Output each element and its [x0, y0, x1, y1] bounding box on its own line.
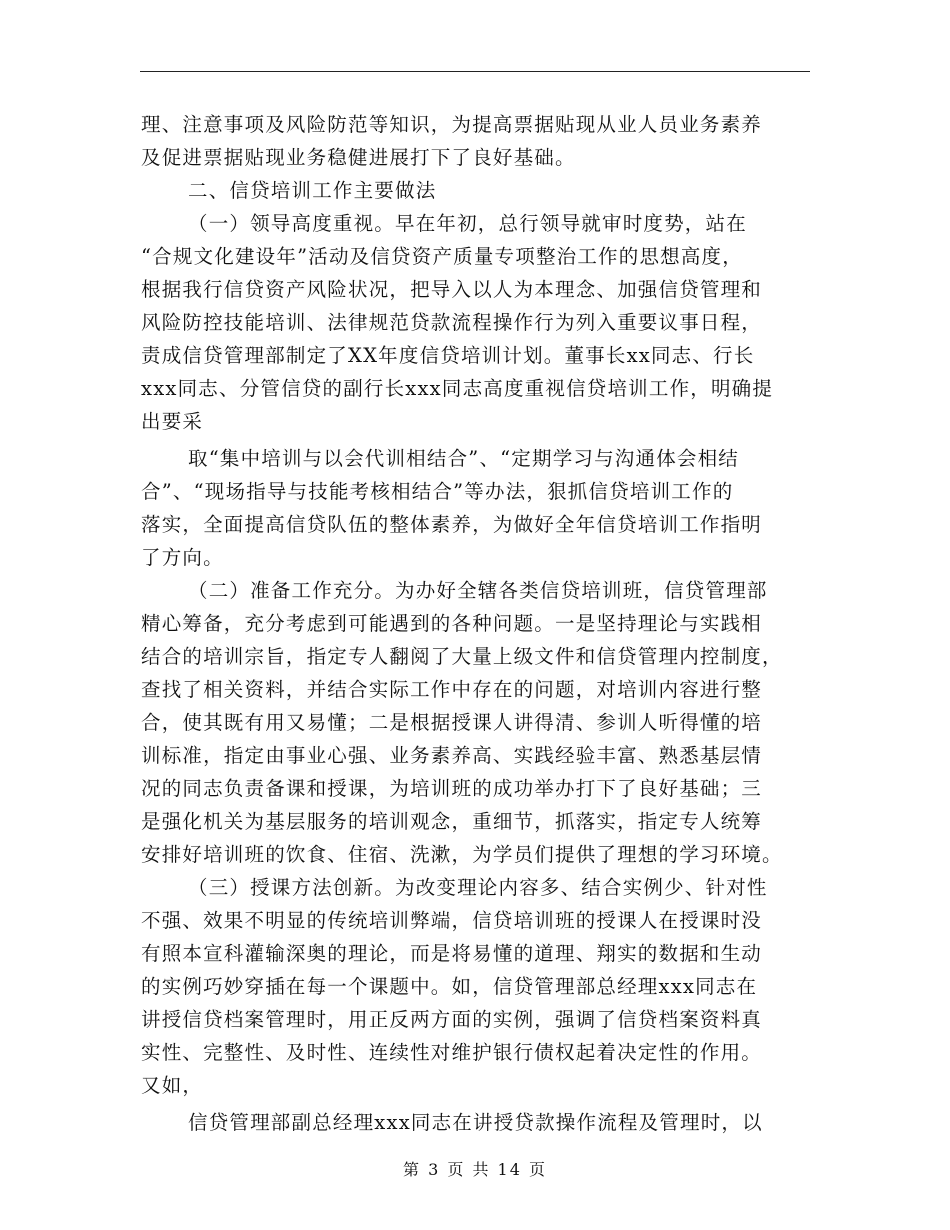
text-line: 理、注意事项及风险防范等知识，为提高票据贴现从业人员业务素养: [141, 113, 763, 136]
text-line: 精心筹备，充分考虑到可能遇到的各种问题。一是坚持理论与实践相: [141, 612, 763, 635]
text-line: 落实，全面提高信贷队伍的整体素养，为做好全年信贷培训工作指明: [141, 513, 763, 536]
text-line: 况的同志负责备课和授课，为培训班的成功举办打下了良好基础；三: [141, 777, 763, 800]
header-rule: [140, 71, 810, 72]
text-line: 是强化机关为基层服务的培训观念，重细节，抓落实，指定专人统筹: [141, 810, 763, 833]
text-line: 安排好培训班的饮食、住宿、洗漱，为学员们提供了理想的学习环境。: [141, 843, 783, 866]
text-line: 训标准，指定由事业心强、业务素养高、实践经验丰富、熟悉基层情: [141, 744, 763, 767]
text-line: 又如，: [141, 1074, 204, 1097]
text-line: xxx同志、分管信贷的副行长xxx同志高度重视信贷培训工作，明确提: [141, 377, 774, 400]
text-line: （三）授课方法创新。为改变理论内容多、结合实例少、针对性: [188, 876, 768, 899]
text-line: “合规文化建设年”活动及信贷资产质量专项整治工作的思想高度，: [141, 245, 743, 268]
text-line: 有照本宣科灌输深奥的理论，而是将易懂的道理、翔实的数据和生动: [141, 942, 763, 965]
text-line: 合”、“现场指导与技能考核相结合”等办法，狠抓信贷培训工作的: [141, 480, 734, 503]
text-line: 根据我行信贷资产风险状况，把导入以人为本理念、加强信贷管理和: [141, 278, 763, 301]
text-line: 结合的培训宗旨，指定专人翻阅了大量上级文件和信贷管理内控制度，: [141, 645, 783, 668]
text-line: 不强、效果不明显的传统培训弊端，信贷培训班的授课人在授课时没: [141, 909, 763, 932]
text-line: 责成信贷管理部制定了XX年度信贷培训计划。董事长xx同志、行长: [141, 344, 755, 367]
text-line: 实性、完整性、及时性、连续性对维护银行债权起着决定性的作用。: [141, 1041, 763, 1064]
text-line: 取“集中培训与以会代训相结合”、“定期学习与沟通体会相结: [188, 447, 740, 470]
page-number-footer: 第 3 页 共 14 页: [403, 1160, 547, 1179]
text-line: （一）领导高度重视。早在年初，总行领导就审时度势，站在: [188, 212, 747, 235]
text-line: 信贷管理部副总经理xxx同志在讲授贷款操作流程及管理时，以: [188, 1111, 763, 1134]
text-line: 风险防控技能培训、法律规范贷款流程操作行为列入重要议事日程，: [141, 311, 763, 334]
text-line: 的实例巧妙穿插在每一个课题中。如，信贷管理部总经理xxx同志在: [141, 975, 758, 998]
text-line: 出要采: [141, 410, 204, 433]
text-line: 讲授信贷档案管理时，用正反两方面的实例，强调了信贷档案资料真: [141, 1008, 763, 1031]
text-line: 及促进票据贴现业务稳健进展打下了良好基础。: [141, 146, 576, 169]
text-line: 了方向。: [141, 546, 224, 569]
text-line: 合，使其既有用又易懂；二是根据授课人讲得清、参训人听得懂的培: [141, 711, 763, 734]
section-heading: 二、信贷培训工作主要做法: [188, 179, 437, 202]
text-line: 查找了相关资料，并结合实际工作中存在的问题，对培训内容进行整: [141, 678, 763, 701]
text-line: （二）准备工作充分。为办好全辖各类信贷培训班，信贷管理部: [188, 579, 768, 602]
